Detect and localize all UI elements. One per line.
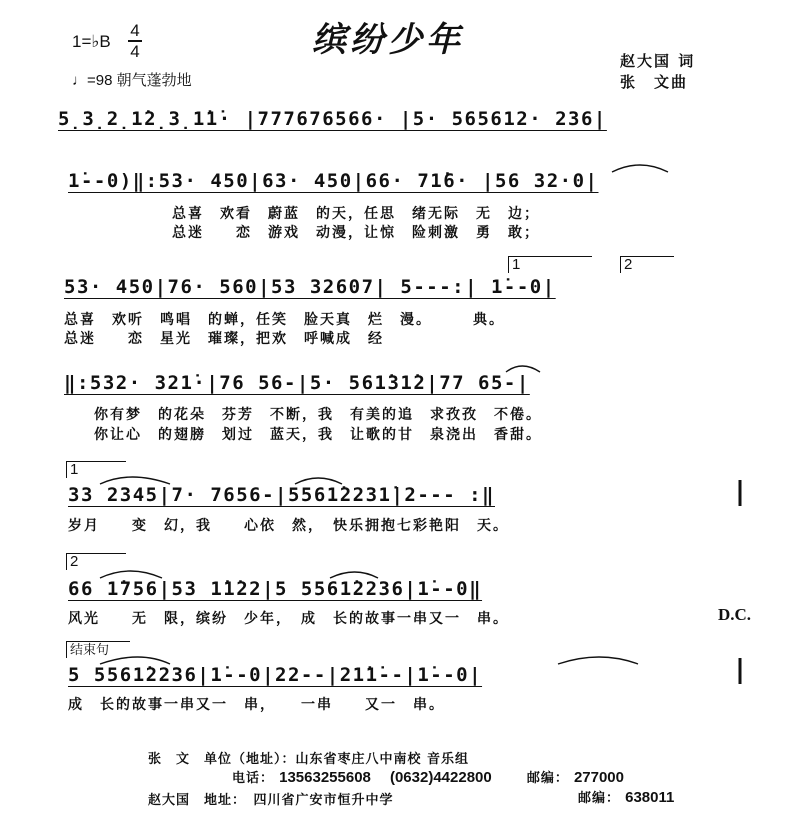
slur-line2-a xyxy=(612,165,668,172)
slur-line5-a xyxy=(100,477,170,484)
page-title: 缤纷少年 xyxy=(312,20,464,60)
zip-label-1: 邮编： xyxy=(526,771,569,786)
footer-address-1: 张 文 单位（地址）：山东省枣庄八中南校 音乐组 xyxy=(148,752,470,767)
zip-label-2: 邮编： xyxy=(578,791,621,806)
time-signature-bottom: 4 xyxy=(130,41,140,61)
phone-label: 电话： xyxy=(232,771,275,786)
zip-code-2: 638011 xyxy=(625,789,675,806)
lyrics-line-7: 成 长的故事一串又一 串， 一串 又一 串。 xyxy=(68,697,445,713)
lyrics-line-2-verse-2: 总迷 恋 游戏 动漫，让惊 险刺激 勇 敢； xyxy=(172,225,540,241)
score-line-2: 1̇--0)‖:53· 450|63· 450|66· 71̇6· |56 32·0| xyxy=(68,170,599,192)
zip-code-1: 277000 xyxy=(573,769,624,786)
tempo-marking: ♩=98 朝气蓬勃地 xyxy=(72,72,192,89)
ending-1-bracket: 1 xyxy=(508,256,592,273)
lyrics-line-3-verse-1: 总喜 欢听 鸣唱 的蝉，任笑 脸天真 烂 漫。 典。 xyxy=(64,312,505,328)
time-signature-top: 4 xyxy=(130,21,140,40)
score-line-7: 5 5561̇2236|1̇--0|22--|21̇1̇--|1̇--0| xyxy=(68,664,483,686)
lyrics-line-4-verse-2: 你让心 的翅膀 划过 蓝天，我 让歌的甘 泉浇出 香甜。 xyxy=(94,427,542,443)
phone-number: 13563255608 xyxy=(279,769,371,786)
lyricist-credit: 赵大国 词 xyxy=(620,52,696,70)
final-ending-bracket: 结束句 xyxy=(66,641,130,658)
ending-2-bracket-b: 2 xyxy=(66,553,126,570)
score-line-3: 53· 450|76· 560|53 32607| 5---:| 1̇--0| xyxy=(64,276,556,298)
lyrics-line-3-verse-2: 总迷 恋 星光 璀璨，把欢 呼喊成 经 xyxy=(64,331,384,347)
key-signature: 1=♭B xyxy=(72,32,111,51)
lyrics-line-4-verse-1: 你有梦 的花朵 芬芳 不断，我 有美的追 求孜孜 不倦。 xyxy=(94,407,542,423)
slur-line6-a xyxy=(100,571,162,578)
lyrics-line-6: 风光 无 限，缤纷 少年， 成 长的故事一串又一 串。 xyxy=(68,611,509,627)
score-line-6: 66 1̇756|53 1̇1̇22|5 5561̇2236|1̇--0‖ xyxy=(68,578,483,600)
slur-line7-b xyxy=(558,657,638,664)
slur-line7-a xyxy=(100,657,170,664)
slur-line4-a xyxy=(506,366,540,372)
ending-2-bracket: 2 xyxy=(620,256,674,273)
ending-1-bracket-b: 1 xyxy=(66,461,126,478)
slur-line6-b xyxy=(330,572,378,578)
composer-credit: 张 文曲 xyxy=(620,73,689,91)
slur-line5-b xyxy=(295,478,342,484)
lyrics-line-2-verse-1: 总喜 欢看 蔚蓝 的天，任思 绪无际 无 边； xyxy=(172,206,540,222)
score-line-5: 33 2345|7· 7656-|5561̇2231̇|2--- :‖ xyxy=(68,484,495,506)
footer-address-2: 赵大国 地址： 四川省广安市恒升中学 xyxy=(148,793,394,808)
lyrics-line-5: 岁月 变 幻，我 心依 然， 快乐拥抱七彩艳阳 天。 xyxy=(68,518,509,534)
da-capo-marking: D.C. xyxy=(718,605,752,624)
score-line-4: ‖:532· 321̇·|76 56-|5· 561̇31̇2|77 65-| xyxy=(64,372,530,394)
score-line-1: 5̣3̣2̣1̇2̣3̣1̇1̇· |777676566· |5· 565612· 236| xyxy=(58,108,607,130)
phone-number-2: (0632)4422800 xyxy=(389,769,492,786)
